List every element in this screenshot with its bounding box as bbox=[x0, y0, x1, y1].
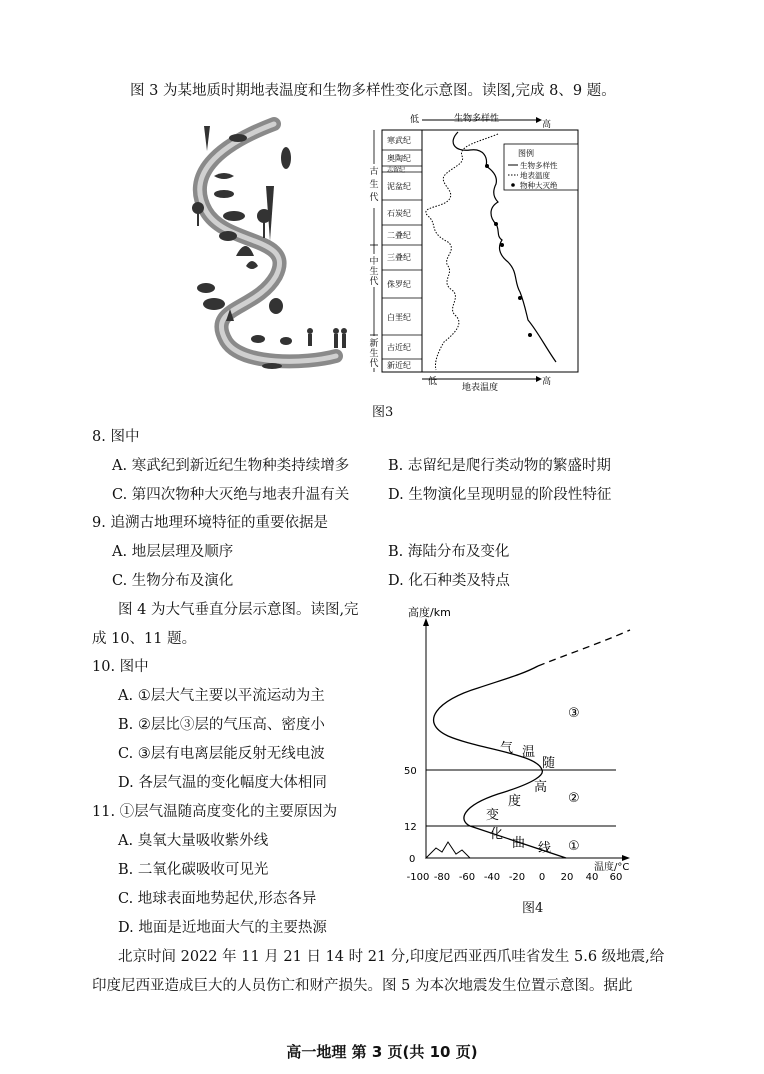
x-tick-40: 40 bbox=[585, 872, 599, 883]
q9-option-a[interactable]: A. 地层层理及顺序 bbox=[112, 544, 234, 560]
curve-label-char-8: 曲 bbox=[512, 836, 526, 851]
layer-2-label: ② bbox=[568, 791, 580, 806]
paragraph-line2: 印度尼西亚造成巨大的人员伤亡和财产损失。图 5 为本次地震发生位置示意图。据此 bbox=[92, 978, 633, 994]
q10-option-d[interactable]: D. 各层气温的变化幅度大体相同 bbox=[118, 775, 327, 791]
fig4-caption: 图4 bbox=[522, 901, 544, 916]
x-tick-neg40: -40 bbox=[483, 872, 501, 883]
legend-title: 图例 bbox=[518, 149, 534, 158]
q8-option-a[interactable]: A. 寒武纪到新近纪生物种类持续增多 bbox=[112, 458, 350, 474]
bottom-axis-high: 高 bbox=[542, 377, 552, 387]
era-paleozoic-char1: 古 bbox=[369, 167, 379, 177]
x-tick-60: 60 bbox=[609, 872, 623, 883]
era-cenozoic-char3: 代 bbox=[369, 359, 379, 369]
q8-option-b[interactable]: B. 志留纪是爬行类动物的繁盛时期 bbox=[388, 458, 611, 474]
x-axis-label: 温度/°C bbox=[594, 862, 630, 873]
evolution-spiral-illustration bbox=[186, 116, 356, 386]
y-tick-0: 0 bbox=[409, 854, 416, 865]
temperature-line bbox=[426, 134, 498, 370]
period-permian: 二叠纪 bbox=[387, 231, 411, 240]
mountain-icon bbox=[426, 842, 470, 858]
curve-label-char-5: 度 bbox=[508, 794, 522, 809]
curve-label-char-3: 随 bbox=[542, 756, 556, 771]
q9-stem: 9. 追溯古地理环境特征的重要依据是 bbox=[92, 515, 328, 531]
period-cretaceous: 白垩纪 bbox=[387, 313, 411, 322]
q8-option-d[interactable]: D. 生物演化呈现明显的阶段性特征 bbox=[388, 487, 612, 503]
fig4-chart bbox=[398, 604, 638, 884]
q10-stem: 10. 图中 bbox=[92, 659, 149, 675]
q9-option-d[interactable]: D. 化石种类及特点 bbox=[388, 573, 510, 589]
period-paleogene: 古近纪 bbox=[387, 343, 411, 352]
curve-label-char-6: 变 bbox=[486, 808, 500, 823]
era-cenozoic-char1: 新 bbox=[369, 339, 379, 349]
layer-3-label: ③ bbox=[568, 706, 580, 721]
period-carboniferous: 石炭纪 bbox=[387, 209, 411, 218]
bottom-axis-low: 低 bbox=[428, 377, 438, 387]
legend-biodiversity: 生物多样性 bbox=[520, 161, 558, 170]
x-tick-20: 20 bbox=[560, 872, 574, 883]
y-tick-12: 12 bbox=[404, 822, 417, 833]
era-cenozoic-char2: 生 bbox=[369, 349, 379, 359]
paragraph-line1: 北京时间 2022 年 11 月 21 日 14 时 21 分,印度尼西亚西爪哇省发生 5.6 级地震,给 bbox=[118, 949, 665, 965]
curve-label-char-4: 高 bbox=[534, 780, 548, 795]
x-tick-neg100: -100 bbox=[406, 872, 430, 883]
curve-label-char-2: 温 bbox=[522, 745, 536, 760]
era-mesozoic-char2: 生 bbox=[369, 267, 379, 277]
y-axis-label: 高度/km bbox=[408, 606, 451, 619]
q8-option-c[interactable]: C. 第四次物种大灭绝与地表升温有关 bbox=[112, 487, 350, 503]
era-paleozoic-char2: 生 bbox=[369, 180, 379, 190]
period-ordovician: 奥陶纪 bbox=[387, 154, 411, 163]
period-devonian: 泥盆纪 bbox=[387, 182, 411, 191]
y-tick-50: 50 bbox=[404, 766, 417, 777]
era-mesozoic-char1: 中 bbox=[369, 257, 379, 267]
q10-option-c[interactable]: C. ③层有电离层能反射无线电波 bbox=[118, 746, 325, 762]
fig3-chart bbox=[358, 112, 580, 394]
period-neogene: 新近纪 bbox=[387, 361, 411, 370]
x-tick-neg80: -80 bbox=[433, 872, 451, 883]
curve-label-char-1: 气 bbox=[500, 741, 514, 756]
legend-extinction: 物种大灭绝 bbox=[520, 181, 558, 190]
era-paleozoic-char3: 代 bbox=[369, 193, 379, 203]
q8-stem: 8. 图中 bbox=[92, 429, 140, 445]
q11-option-a[interactable]: A. 臭氧大量吸收紫外线 bbox=[118, 833, 269, 849]
x-tick-neg20: -20 bbox=[508, 872, 526, 883]
top-axis-low: 低 bbox=[410, 115, 420, 125]
fig4-intro-line2: 成 10、11 题。 bbox=[92, 631, 197, 647]
q9-option-b[interactable]: B. 海陆分布及变化 bbox=[388, 544, 510, 560]
fig3-intro: 图 3 为某地质时期地表温度和生物多样性变化示意图。读图,完成 8、9 题。 bbox=[130, 83, 616, 99]
curve-label-char-9: 线 bbox=[538, 841, 552, 856]
fig3-caption: 图3 bbox=[372, 405, 394, 420]
period-jurassic: 侏罗纪 bbox=[387, 280, 411, 289]
fig4-intro-line1: 图 4 为大气垂直分层示意图。读图,完 bbox=[118, 602, 359, 618]
x-tick-0: 0 bbox=[538, 872, 546, 883]
bottom-axis-label: 地表温度 bbox=[462, 383, 499, 393]
era-mesozoic-char3: 代 bbox=[369, 277, 379, 287]
q10-option-b[interactable]: B. ②层比③层的气压高、密度小 bbox=[118, 717, 325, 733]
page-footer: 高一地理 第 3 页(共 10 页) bbox=[286, 1043, 478, 1061]
period-triassic: 三叠纪 bbox=[387, 253, 411, 262]
q9-option-c[interactable]: C. 生物分布及演化 bbox=[112, 573, 234, 589]
top-axis-label: 生物多样性 bbox=[454, 114, 500, 124]
q10-option-a[interactable]: A. ①层大气主要以平流运动为主 bbox=[118, 688, 325, 704]
period-cambrian: 寒武纪 bbox=[387, 136, 411, 145]
q11-stem: 11. ①层气温随高度变化的主要原因为 bbox=[92, 804, 338, 820]
q11-option-c[interactable]: C. 地球表面地势起伏,形态各异 bbox=[118, 891, 317, 907]
q11-option-b[interactable]: B. 二氧化碳吸收可见光 bbox=[118, 862, 269, 878]
q11-option-d[interactable]: D. 地面是近地面大气的主要热源 bbox=[118, 920, 327, 936]
top-axis-high: 高 bbox=[542, 120, 552, 130]
curve-label-char-7: 化 bbox=[490, 827, 504, 842]
layer-1-label: ① bbox=[568, 839, 580, 854]
x-tick-neg60: -60 bbox=[458, 872, 476, 883]
legend-temperature: 地表温度 bbox=[520, 171, 550, 180]
period-silurian: 志留纪 bbox=[387, 167, 406, 174]
